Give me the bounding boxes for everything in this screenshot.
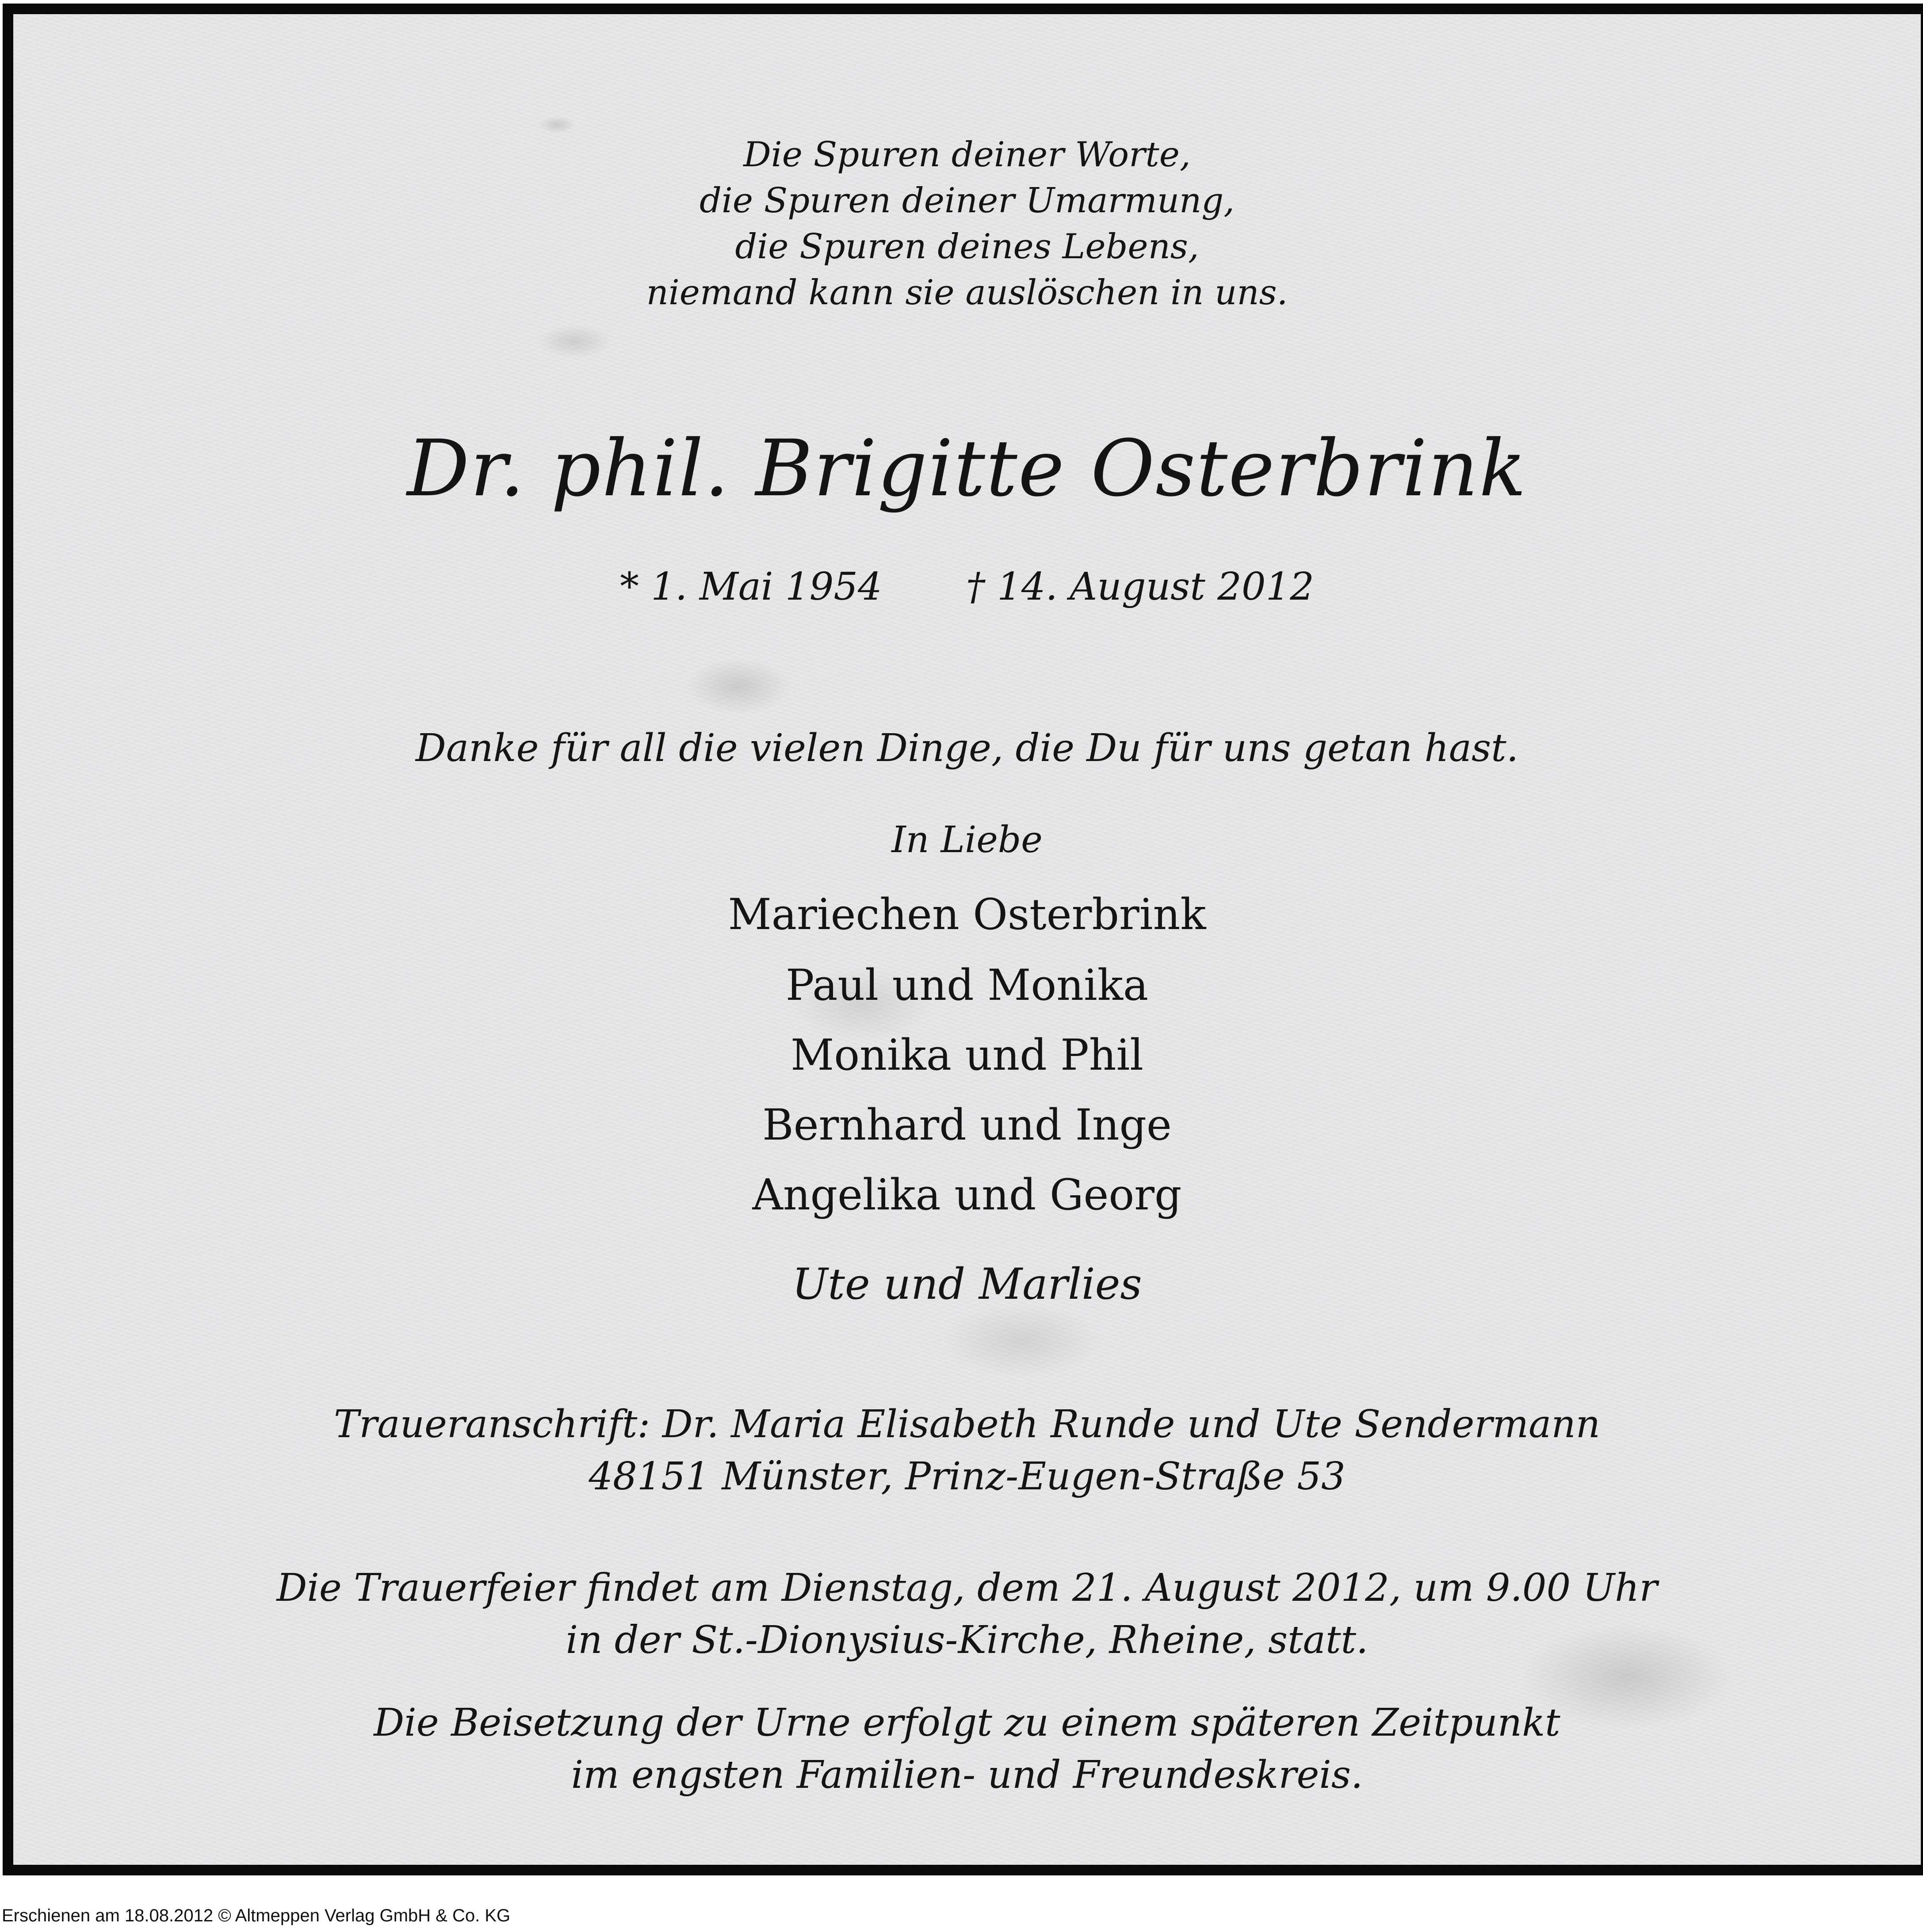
family-member: Ute und Marlies [792,1259,1142,1309]
ceremony-line: in der St.-Dionysius-Kirche, Rheine, statt. [566,1618,1369,1662]
burial-line: Die Beisetzung der Urne erfolgt zu einem späteren Zeitpunkt [374,1701,1560,1745]
thanks-line: Danke für all die vielen Dinge, die Du für uns getan hast. [415,726,1519,770]
ceremony-line: Die Trauerfeier findet am Dienstag, dem 21. August 2012, um 9.00 Uhr [276,1566,1658,1610]
birth-date: * 1. Mai 1954 [619,565,882,609]
in-love-line: In Liebe [891,819,1043,861]
address-line: Traueranschrift: Dr. Maria Elisabeth Runde und Ute Sendermann [333,1402,1601,1446]
obituary-notice [3,4,1923,1875]
publication-footer: Erschienen am 18.08.2012 © Altmeppen Verlag GmbH & Co. KG [2,1906,511,1925]
burial-line: im engsten Familien- und Freundeskreis. [571,1753,1363,1797]
death-date: † 14. August 2012 [966,565,1315,609]
family-member: Angelika und Georg [752,1170,1182,1220]
address-line: 48151 Münster, Prinz-Eugen-Straße 53 [589,1454,1346,1499]
family-member: Bernhard und Inge [762,1100,1172,1150]
family-member: Paul und Monika [785,960,1149,1010]
family-member: Monika und Phil [791,1030,1143,1080]
poem-line: Die Spuren deiner Worte, [743,135,1191,175]
family-member: Mariechen Osterbrink [728,890,1206,939]
poem-line: die Spuren deines Lebens, [735,227,1199,267]
deceased-name: Dr. phil. Brigitte Osterbrink [407,423,1527,514]
poem-line: niemand kann sie auslöschen in uns. [646,273,1288,313]
poem-line: die Spuren deiner Umarmung, [699,181,1235,221]
life-dates [13,565,1921,609]
